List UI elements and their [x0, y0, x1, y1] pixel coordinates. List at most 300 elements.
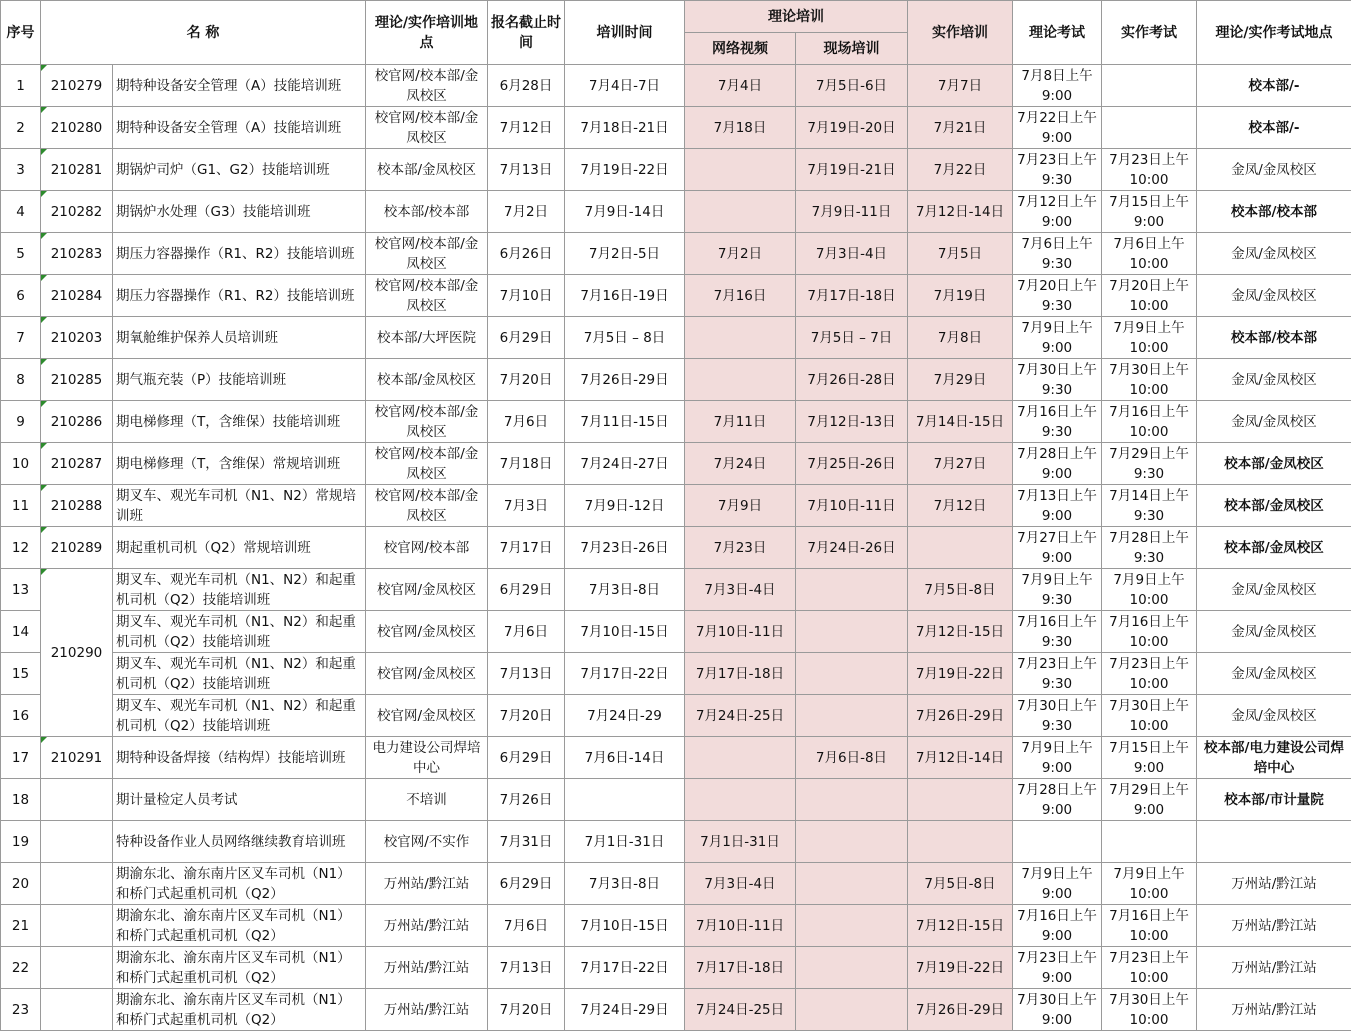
row-deadline: 7月20日	[488, 359, 565, 401]
row-train-time: 7月17日-22日	[565, 947, 685, 989]
row-theory-exam: 7月30日上午9:30	[1013, 695, 1102, 737]
row-theory-exam: 7月20日上午9:30	[1013, 275, 1102, 317]
row-practical-exam	[1102, 107, 1197, 149]
row-train-time: 7月24日-29	[565, 695, 685, 737]
row-practical: 7月7日	[908, 65, 1013, 107]
header-practical-exam: 实作考试	[1102, 1, 1197, 65]
comment-marker-icon	[41, 275, 47, 281]
row-theory-exam: 7月9日上午9:00	[1013, 737, 1102, 779]
row-code: 210288	[41, 485, 113, 527]
row-practical-exam: 7月16日上午10:00	[1102, 611, 1197, 653]
row-exam-location: 万州站/黔江站	[1197, 905, 1351, 947]
row-name: 期特种设备焊接（结构焊）技能培训班	[113, 737, 366, 779]
row-onsite: 7月24日-26日	[796, 527, 908, 569]
table-row	[1, 65, 1351, 107]
row-practical	[908, 527, 1013, 569]
row-theory-exam: 7月28日上午9:00	[1013, 779, 1102, 821]
row-location: 校官网/校本部/金凤校区	[366, 275, 488, 317]
row-practical: 7月12日-14日	[908, 737, 1013, 779]
row-train-time: 7月16日-19日	[565, 275, 685, 317]
row-theory-exam: 7月16日上午9:30	[1013, 401, 1102, 443]
row-seq: 5	[1, 233, 41, 275]
row-deadline: 7月31日	[488, 821, 565, 863]
row-train-time: 7月1日-31日	[565, 821, 685, 863]
table-row	[1, 779, 1351, 821]
row-train-time: 7月9日-14日	[565, 191, 685, 233]
row-practical-exam: 7月23日上午10:00	[1102, 653, 1197, 695]
row-deadline: 7月13日	[488, 653, 565, 695]
table-row	[1, 443, 1351, 485]
row-online: 7月1日-31日	[685, 821, 796, 863]
row-seq: 22	[1, 947, 41, 989]
row-practical: 7月19日	[908, 275, 1013, 317]
table-row	[1, 359, 1351, 401]
row-code: 210287	[41, 443, 113, 485]
row-location: 校官网/金凤校区	[366, 569, 488, 611]
row-onsite	[796, 905, 908, 947]
header-exam-location: 理论/实作考试地点	[1197, 1, 1351, 65]
table-row	[1, 737, 1351, 779]
comment-marker-icon	[41, 527, 47, 533]
table-row	[1, 569, 1351, 611]
row-practical-exam: 7月9日上午10:00	[1102, 863, 1197, 905]
row-online: 7月16日	[685, 275, 796, 317]
row-online	[685, 359, 796, 401]
row-theory-exam: 7月9日上午9:30	[1013, 569, 1102, 611]
row-online: 7月9日	[685, 485, 796, 527]
row-theory-exam: 7月12日上午9:00	[1013, 191, 1102, 233]
row-location: 校本部/大坪医院	[366, 317, 488, 359]
row-onsite: 7月19日-21日	[796, 149, 908, 191]
row-code: 210289	[41, 527, 113, 569]
row-seq: 10	[1, 443, 41, 485]
row-theory-exam: 7月16日上午9:00	[1013, 905, 1102, 947]
row-seq: 20	[1, 863, 41, 905]
row-theory-exam: 7月8日上午9:00	[1013, 65, 1102, 107]
row-name: 期渝东北、渝东南片区叉车司机（N1）和桥门式起重机司机（Q2）	[113, 863, 366, 905]
row-onsite	[796, 569, 908, 611]
row-onsite: 7月9日-11日	[796, 191, 908, 233]
row-practical: 7月19日-22日	[908, 653, 1013, 695]
row-exam-location: 金凤/金凤校区	[1197, 611, 1351, 653]
row-code	[41, 779, 113, 821]
row-practical	[908, 779, 1013, 821]
row-deadline: 7月6日	[488, 611, 565, 653]
row-deadline: 7月13日	[488, 947, 565, 989]
row-practical: 7月29日	[908, 359, 1013, 401]
row-onsite	[796, 989, 908, 1031]
row-theory-exam: 7月30日上午9:00	[1013, 989, 1102, 1031]
row-code: 210285	[41, 359, 113, 401]
row-deadline: 7月3日	[488, 485, 565, 527]
row-location: 校官网/校本部/金凤校区	[366, 485, 488, 527]
row-practical: 7月5日-8日	[908, 863, 1013, 905]
row-code: 210279	[41, 65, 113, 107]
comment-marker-icon	[41, 359, 47, 365]
row-online: 7月17日-18日	[685, 947, 796, 989]
row-code: 210203	[41, 317, 113, 359]
row-name: 期压力容器操作（R1、R2）技能培训班	[113, 233, 366, 275]
row-code: 210283	[41, 233, 113, 275]
header-deadline: 报名截止时间	[488, 1, 565, 65]
row-seq: 8	[1, 359, 41, 401]
row-onsite: 7月5日-6日	[796, 65, 908, 107]
row-train-time: 7月10日-15日	[565, 905, 685, 947]
row-exam-location	[1197, 821, 1351, 863]
row-train-time: 7月3日-8日	[565, 863, 685, 905]
row-online: 7月10日-11日	[685, 611, 796, 653]
row-train-time: 7月11日-15日	[565, 401, 685, 443]
row-theory-exam: 7月22日上午9:00	[1013, 107, 1102, 149]
row-deadline: 7月6日	[488, 401, 565, 443]
row-exam-location: 金凤/金凤校区	[1197, 359, 1351, 401]
row-location: 校官网/金凤校区	[366, 611, 488, 653]
row-location: 校官网/校本部/金凤校区	[366, 65, 488, 107]
row-seq: 4	[1, 191, 41, 233]
row-practical-exam: 7月30日上午10:00	[1102, 989, 1197, 1031]
row-practical: 7月12日	[908, 485, 1013, 527]
row-location: 校官网/校本部	[366, 527, 488, 569]
row-location: 校本部/金凤校区	[366, 149, 488, 191]
row-code: 210290	[41, 569, 113, 737]
table-row	[1, 233, 1351, 275]
row-train-time: 7月26日-29日	[565, 359, 685, 401]
row-practical-exam: 7月9日上午10:00	[1102, 317, 1197, 359]
row-online: 7月2日	[685, 233, 796, 275]
row-practical: 7月14日-15日	[908, 401, 1013, 443]
row-exam-location: 校本部/金凤校区	[1197, 485, 1351, 527]
row-name: 期叉车、观光车司机（N1、N2）和起重机司机（Q2）技能培训班	[113, 611, 366, 653]
header-onsite: 现场培训	[796, 33, 908, 65]
row-code	[41, 863, 113, 905]
row-deadline: 6月29日	[488, 569, 565, 611]
table-row	[1, 863, 1351, 905]
row-exam-location: 校本部/校本部	[1197, 191, 1351, 233]
header-theory-exam: 理论考试	[1013, 1, 1102, 65]
row-online	[685, 317, 796, 359]
row-train-time	[565, 779, 685, 821]
row-name: 期叉车、观光车司机（N1、N2）和起重机司机（Q2）技能培训班	[113, 695, 366, 737]
comment-marker-icon	[41, 191, 47, 197]
table-row	[1, 191, 1351, 233]
row-name: 期氧舱维护保养人员培训班	[113, 317, 366, 359]
row-deadline: 7月2日	[488, 191, 565, 233]
row-seq: 19	[1, 821, 41, 863]
header-online: 网络视频	[685, 33, 796, 65]
row-code: 210282	[41, 191, 113, 233]
row-practical	[908, 821, 1013, 863]
row-deadline: 7月17日	[488, 527, 565, 569]
row-seq: 11	[1, 485, 41, 527]
row-location: 万州站/黔江站	[366, 989, 488, 1031]
row-location: 校官网/校本部/金凤校区	[366, 443, 488, 485]
row-practical-exam: 7月23日上午10:00	[1102, 947, 1197, 989]
header-theory: 理论培训	[685, 1, 908, 33]
row-practical: 7月19日-22日	[908, 947, 1013, 989]
table-row	[1, 485, 1351, 527]
comment-marker-icon	[41, 485, 47, 491]
row-onsite	[796, 947, 908, 989]
row-theory-exam: 7月30日上午9:30	[1013, 359, 1102, 401]
row-code: 210286	[41, 401, 113, 443]
table-row	[1, 989, 1351, 1031]
row-online: 7月10日-11日	[685, 905, 796, 947]
comment-marker-icon	[41, 149, 47, 155]
comment-marker-icon	[41, 401, 47, 407]
row-theory-exam: 7月16日上午9:30	[1013, 611, 1102, 653]
row-practical-exam: 7月30日上午10:00	[1102, 359, 1197, 401]
row-code: 210291	[41, 737, 113, 779]
row-train-time: 7月24日-29日	[565, 989, 685, 1031]
row-exam-location: 校本部/校本部	[1197, 317, 1351, 359]
row-online	[685, 779, 796, 821]
row-onsite: 7月6日-8日	[796, 737, 908, 779]
row-train-time: 7月17日-22日	[565, 653, 685, 695]
row-location: 万州站/黔江站	[366, 905, 488, 947]
row-seq: 6	[1, 275, 41, 317]
row-onsite: 7月19日-20日	[796, 107, 908, 149]
row-exam-location: 金凤/金凤校区	[1197, 149, 1351, 191]
table-row	[1, 527, 1351, 569]
row-location: 校本部/金凤校区	[366, 359, 488, 401]
row-theory-exam: 7月23日上午9:30	[1013, 653, 1102, 695]
row-seq: 17	[1, 737, 41, 779]
row-deadline: 7月13日	[488, 149, 565, 191]
row-train-time: 7月2日-5日	[565, 233, 685, 275]
row-seq: 2	[1, 107, 41, 149]
row-practical: 7月26日-29日	[908, 989, 1013, 1031]
row-seq: 14	[1, 611, 41, 653]
row-name: 期渝东北、渝东南片区叉车司机（N1）和桥门式起重机司机（Q2）	[113, 989, 366, 1031]
row-online: 7月3日-4日	[685, 569, 796, 611]
comment-marker-icon	[41, 107, 47, 113]
row-location: 校官网/金凤校区	[366, 695, 488, 737]
row-name: 期渝东北、渝东南片区叉车司机（N1）和桥门式起重机司机（Q2）	[113, 947, 366, 989]
row-location: 万州站/黔江站	[366, 947, 488, 989]
row-practical: 7月12日-15日	[908, 905, 1013, 947]
row-theory-exam: 7月9日上午9:00	[1013, 317, 1102, 359]
row-deadline: 6月29日	[488, 737, 565, 779]
row-seq: 13	[1, 569, 41, 611]
row-name: 期渝东北、渝东南片区叉车司机（N1）和桥门式起重机司机（Q2）	[113, 905, 366, 947]
row-location: 校官网/校本部/金凤校区	[366, 401, 488, 443]
row-exam-location: 校本部/电力建设公司焊培中心	[1197, 737, 1351, 779]
row-location: 电力建设公司焊培中心	[366, 737, 488, 779]
row-exam-location: 校本部/金凤校区	[1197, 443, 1351, 485]
header-train-time: 培训时间	[565, 1, 685, 65]
row-onsite: 7月12日-13日	[796, 401, 908, 443]
row-practical-exam: 7月14日上午9:30	[1102, 485, 1197, 527]
row-exam-location: 校本部/市计量院	[1197, 779, 1351, 821]
row-theory-exam	[1013, 821, 1102, 863]
row-train-time: 7月24日-27日	[565, 443, 685, 485]
row-onsite: 7月17日-18日	[796, 275, 908, 317]
row-theory-exam: 7月9日上午9:00	[1013, 863, 1102, 905]
row-exam-location: 金凤/金凤校区	[1197, 569, 1351, 611]
table-row	[1, 947, 1351, 989]
row-onsite	[796, 779, 908, 821]
row-train-time: 7月6日-14日	[565, 737, 685, 779]
row-name: 期压力容器操作（R1、R2）技能培训班	[113, 275, 366, 317]
row-practical-exam: 7月30日上午10:00	[1102, 695, 1197, 737]
row-practical: 7月22日	[908, 149, 1013, 191]
comment-marker-icon	[41, 317, 47, 323]
row-practical-exam: 7月29日上午9:30	[1102, 443, 1197, 485]
row-deadline: 6月26日	[488, 233, 565, 275]
row-online	[685, 149, 796, 191]
comment-marker-icon	[41, 737, 47, 743]
row-onsite	[796, 653, 908, 695]
row-theory-exam: 7月13日上午9:00	[1013, 485, 1102, 527]
row-train-time: 7月9日-12日	[565, 485, 685, 527]
row-theory-exam: 7月6日上午9:30	[1013, 233, 1102, 275]
row-practical: 7月8日	[908, 317, 1013, 359]
row-deadline: 7月20日	[488, 989, 565, 1031]
row-online: 7月3日-4日	[685, 863, 796, 905]
row-practical-exam: 7月23日上午10:00	[1102, 149, 1197, 191]
row-name: 期锅炉司炉（G1、G2）技能培训班	[113, 149, 366, 191]
row-exam-location: 金凤/金凤校区	[1197, 401, 1351, 443]
row-practical-exam	[1102, 821, 1197, 863]
row-train-time: 7月5日 – 8日	[565, 317, 685, 359]
row-name: 期特种设备安全管理（A）技能培训班	[113, 107, 366, 149]
row-online: 7月24日-25日	[685, 695, 796, 737]
row-practical: 7月12日-14日	[908, 191, 1013, 233]
row-theory-exam: 7月28日上午9:00	[1013, 443, 1102, 485]
row-seq: 7	[1, 317, 41, 359]
row-practical: 7月27日	[908, 443, 1013, 485]
row-location: 校官网/金凤校区	[366, 653, 488, 695]
row-practical: 7月12日-15日	[908, 611, 1013, 653]
header-seq: 序号	[1, 1, 41, 65]
row-theory-exam: 7月23日上午9:00	[1013, 947, 1102, 989]
table-row	[1, 149, 1351, 191]
row-name: 期电梯修理（T，含维保）常规培训班	[113, 443, 366, 485]
comment-marker-icon	[41, 443, 47, 449]
row-seq: 15	[1, 653, 41, 695]
row-exam-location: 万州站/黔江站	[1197, 989, 1351, 1031]
header-location: 理论/实作培训地点	[366, 1, 488, 65]
row-deadline: 7月20日	[488, 695, 565, 737]
table-row	[1, 821, 1351, 863]
row-code	[41, 947, 113, 989]
row-online: 7月23日	[685, 527, 796, 569]
row-seq: 12	[1, 527, 41, 569]
row-onsite: 7月26日-28日	[796, 359, 908, 401]
header-practical: 实作培训	[908, 1, 1013, 65]
row-practical-exam: 7月15日上午9:00	[1102, 191, 1197, 233]
row-deadline: 6月28日	[488, 65, 565, 107]
row-exam-location: 万州站/黔江站	[1197, 947, 1351, 989]
row-onsite	[796, 611, 908, 653]
row-location: 万州站/黔江站	[366, 863, 488, 905]
row-exam-location: 金凤/金凤校区	[1197, 233, 1351, 275]
table-row	[1, 695, 1351, 737]
row-location: 校官网/不实作	[366, 821, 488, 863]
row-online: 7月24日-25日	[685, 989, 796, 1031]
table-row	[1, 275, 1351, 317]
table-row	[1, 317, 1351, 359]
row-location: 校官网/校本部/金凤校区	[366, 233, 488, 275]
row-name: 期叉车、观光车司机（N1、N2）常规培训班	[113, 485, 366, 527]
row-code: 210281	[41, 149, 113, 191]
row-train-time: 7月19日-22日	[565, 149, 685, 191]
row-exam-location: 万州站/黔江站	[1197, 863, 1351, 905]
row-practical-exam: 7月28日上午9:30	[1102, 527, 1197, 569]
row-deadline: 7月18日	[488, 443, 565, 485]
row-deadline: 6月29日	[488, 317, 565, 359]
row-online: 7月11日	[685, 401, 796, 443]
row-deadline: 7月6日	[488, 905, 565, 947]
row-exam-location: 金凤/金凤校区	[1197, 695, 1351, 737]
row-seq: 21	[1, 905, 41, 947]
row-deadline: 6月29日	[488, 863, 565, 905]
table-row	[1, 401, 1351, 443]
row-onsite	[796, 695, 908, 737]
row-online: 7月18日	[685, 107, 796, 149]
row-code	[41, 989, 113, 1031]
row-online	[685, 737, 796, 779]
row-train-time: 7月10日-15日	[565, 611, 685, 653]
row-code	[41, 905, 113, 947]
row-name: 期计量检定人员考试	[113, 779, 366, 821]
row-seq: 18	[1, 779, 41, 821]
row-online: 7月17日-18日	[685, 653, 796, 695]
row-deadline: 7月10日	[488, 275, 565, 317]
comment-marker-icon	[41, 65, 47, 71]
row-exam-location: 校本部/金凤校区	[1197, 527, 1351, 569]
row-location: 不培训	[366, 779, 488, 821]
row-name: 期叉车、观光车司机（N1、N2）和起重机司机（Q2）技能培训班	[113, 653, 366, 695]
row-location: 校本部/校本部	[366, 191, 488, 233]
row-practical-exam: 7月29日上午9:00	[1102, 779, 1197, 821]
row-exam-location: 金凤/金凤校区	[1197, 653, 1351, 695]
table-row	[1, 611, 1351, 653]
row-theory-exam: 7月23日上午9:30	[1013, 149, 1102, 191]
row-onsite	[796, 863, 908, 905]
row-seq: 3	[1, 149, 41, 191]
row-code	[41, 821, 113, 863]
row-practical-exam: 7月20日上午10:00	[1102, 275, 1197, 317]
row-onsite: 7月3日-4日	[796, 233, 908, 275]
row-seq: 1	[1, 65, 41, 107]
row-seq: 16	[1, 695, 41, 737]
row-onsite	[796, 821, 908, 863]
row-practical: 7月21日	[908, 107, 1013, 149]
comment-marker-icon	[41, 569, 47, 575]
header-name: 名 称	[41, 1, 366, 65]
row-seq: 23	[1, 989, 41, 1031]
table-row	[1, 107, 1351, 149]
table-row	[1, 653, 1351, 695]
row-practical-exam: 7月9日上午10:00	[1102, 569, 1197, 611]
row-onsite: 7月10日-11日	[796, 485, 908, 527]
row-online: 7月4日	[685, 65, 796, 107]
row-name: 期叉车、观光车司机（N1、N2）和起重机司机（Q2）技能培训班	[113, 569, 366, 611]
row-onsite: 7月25日-26日	[796, 443, 908, 485]
row-practical-exam: 7月16日上午10:00	[1102, 401, 1197, 443]
row-online	[685, 191, 796, 233]
row-exam-location: 校本部/-	[1197, 65, 1351, 107]
row-deadline: 7月26日	[488, 779, 565, 821]
row-name: 期特种设备安全管理（A）技能培训班	[113, 65, 366, 107]
row-practical: 7月26日-29日	[908, 695, 1013, 737]
row-code: 210280	[41, 107, 113, 149]
row-online: 7月24日	[685, 443, 796, 485]
row-practical-exam: 7月6日上午10:00	[1102, 233, 1197, 275]
row-practical-exam: 7月15日上午9:00	[1102, 737, 1197, 779]
row-train-time: 7月18日-21日	[565, 107, 685, 149]
